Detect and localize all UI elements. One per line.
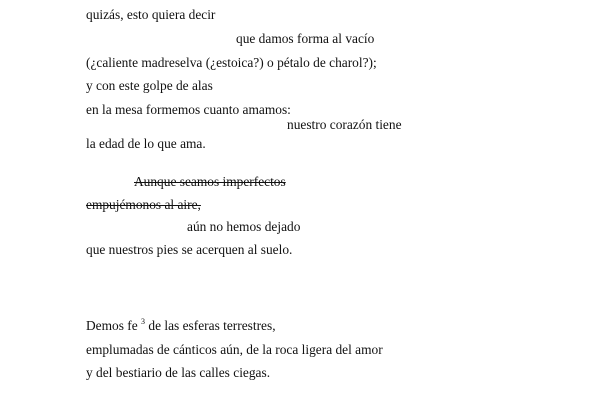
poem-line: y con este golpe de alas	[86, 78, 213, 93]
poem-line: quizás, esto quiera decir	[86, 7, 216, 22]
poem-line: que nuestros pies se acerquen al suelo.	[86, 242, 293, 257]
poem-line-with-footnote	[86, 318, 276, 334]
poem-line: en la mesa formemos cuanto amamos:	[86, 102, 291, 117]
poem-line: y del bestiario de las calles ciegas.	[86, 365, 271, 380]
poem-line: que damos forma al vacío	[236, 31, 375, 46]
poem-line: emplumadas de cánticos aún, de la roca ligera del amor	[86, 342, 383, 357]
struck-poem-line: Aunque seamos imperfectos	[134, 174, 286, 189]
poem-line: nuestro corazón tiene	[287, 117, 402, 132]
poem-text: Demos fe	[86, 318, 138, 333]
poem-line: la edad de lo que ama.	[86, 136, 206, 151]
poem-line: (¿caliente madreselva (¿estoica?) o pétalo de charol?);	[86, 55, 377, 70]
footnote-marker: 3	[141, 317, 146, 326]
poem-line: aún no hemos dejado	[187, 219, 301, 234]
struck-poem-line: empujémonos al aire,	[86, 197, 201, 212]
poem-text: de las esferas terrestres,	[145, 318, 276, 333]
